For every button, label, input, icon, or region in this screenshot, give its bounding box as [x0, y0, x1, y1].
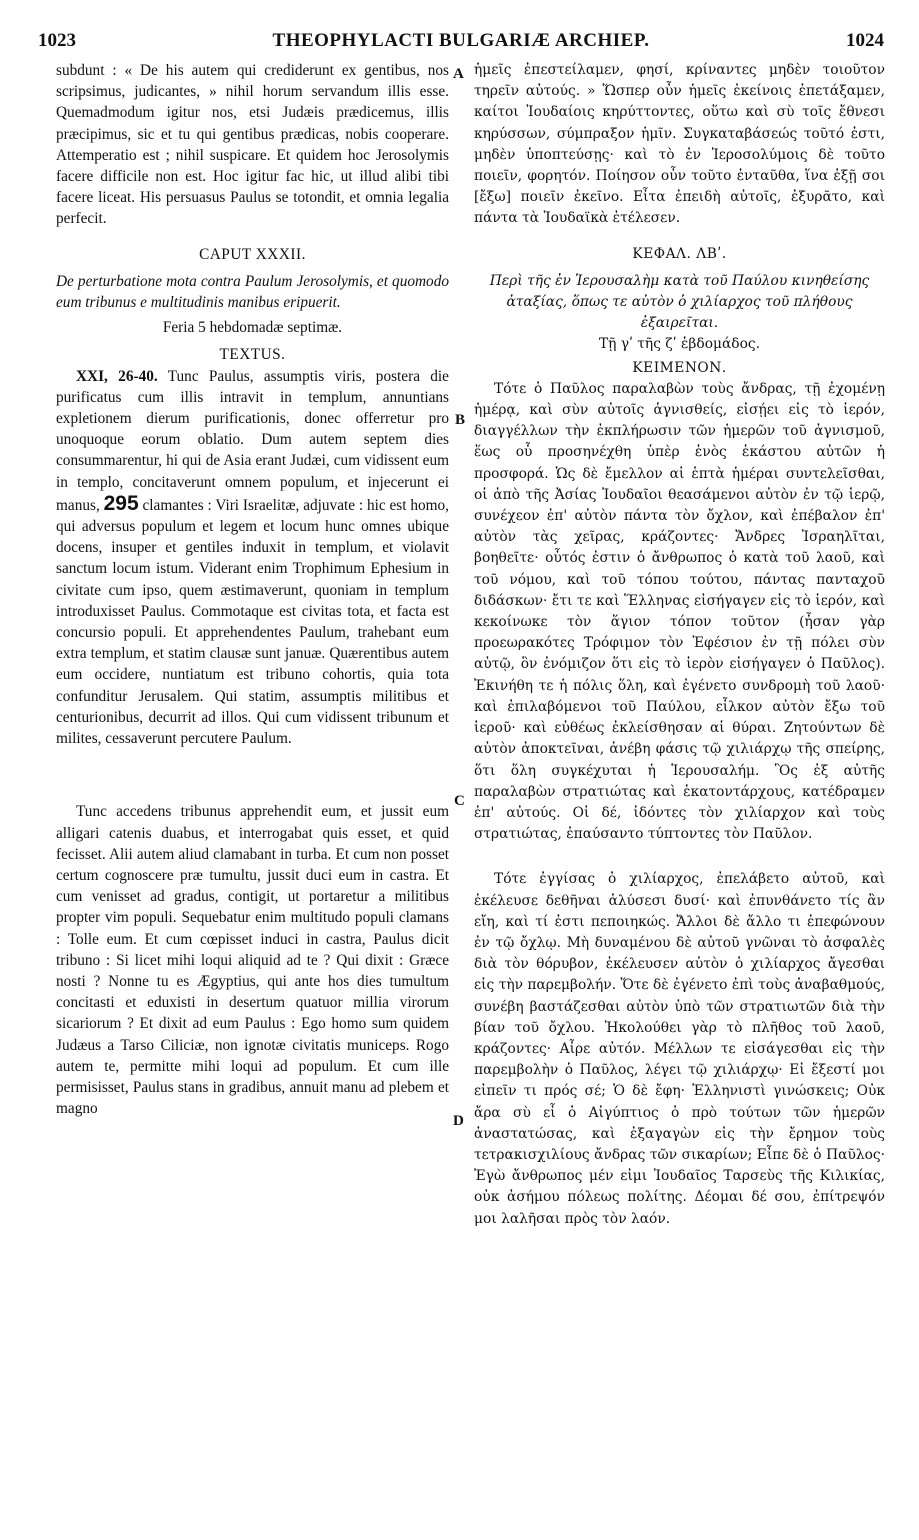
greek-keimenon-heading: ΚΕΙΜΕΝΟΝ.	[632, 359, 727, 376]
greek-intro-paragraph: ἡμεῖς ἐπεστείλαμεν, φησί, κρίναντες μηδὲν τοιοῦτον τηρεῖν αὐτούς. » Ὥσπερ οὖν ἡμεῖς ἐκείνοις ἐπετάξαμεν, καίτοι Ἰουδαίοις κηρύττοντες, οὕτω καὶ σὺ τοῖς ἔθνεσι κηρύσσων, σύμπραξον ἡμῖν. Συγκαταβάσεώς τοῦτό ἐστι, μηδὲν ὑποπτεύσῃς· καὶ τὸ ἐν Ἱεροσολύμοις δὲ τοῦτο ποιεῖν, φορητόν. Ποίησον οὖν τοῦτο ἐνταῦθα, ἵνα ἐξῇ σοι [ἔξω] ποιεῖν ἐκεῖνο. Εἶτα ἐπειδὴ αὐτοῖς, ἐξυρᾶτο, καὶ πάντα τὰ Ἰουδαϊκὰ ἐτέλεσεν.	[474, 62, 885, 227]
greek-column	[474, 60, 885, 1230]
greek-text-paragraph-1: Τότε ὁ Παῦλος παραλαβὼν τοὺς ἄνδρας, τῇ ἐχομένῃ ἡμέρᾳ, καὶ σὺν αὐτοῖς ἁγνισθείς, εἰσῄει εἰς τὸ ἱερόν, διαγγέλλων τὴν ἐκπλήρωσιν τῶν ἡμερῶν τοῦ ἁγνισμοῦ, ἕως οὗ προσηνέχθη ὑπὲρ ἑνὸς ἑκάστου αὐτῶν ἡ προσφορά. Ὡς δὲ ἔμελλον αἱ ἑπτὰ ἡμέραι συντελεῖσθαι, οἱ ἀπὸ τῆς Ἀσίας Ἰουδαῖοι θεασάμενοι αὐτὸν ἐν τῷ ἱερῷ, συνέχεον ἐπ' αὐτὸν πάντα τὸν ὄχλον, καὶ ἐπέβαλον ἐπ' αὐτὸν τὰς χεῖρας, κράζοντες· Ἄνδρες Ἰσραηλῖται, βοηθεῖτε· οὗτός ἐστιν ὁ ἄνθρωπος ὁ κατὰ τοῦ λαοῦ, καὶ τοῦ νόμου, καὶ τοῦ τόπου τούτου, πάντας πανταχοῦ διδάσκων· ἔτι τε καὶ Ἕλληνας εἰσήγαγεν εἰς τὸ ἱερόν, καὶ κεκοίνωκε τὸν ἅγιον τόπον τοῦτον (ἦσαν γὰρ προεωρακότες Τρόφιμον τὸν Ἐφέσιον ἐν τῇ πόλει σὺν αὐτῷ, ὃν ἐνόμιζον ὅτι εἰς τὸ ἱερὸν εἰσήγαγεν ὁ Παῦλος). Ἐκινήθη τε ἡ πόλις ὅλη, καὶ ἐγένετο συνδρομὴ τοῦ λαοῦ· καὶ ἐπιλαβόμενοι τοῦ Παύλου, εἷλκον αὐτὸν ἔξω τοῦ ἱεροῦ· καὶ εὐθέως ἐκλείσθησαν αἱ θύραι. Ζητούντων δὲ αὐτὸν ἀποκτεῖναι, ἀνέβη φάσις τῷ χιλιάρχῳ τῆς σπείρης, ὅτι ὅλη συγκέχυται ἡ Ἱερουσαλήμ. Ὃς ἐξ αὐτῆς παραλαβὼν στρατιώτας καὶ ἑκατοντάρχους, κατέδραμεν ἐπ' αὐτούς. Οἱ δέ, ἰδόντες τὸν χιλίαρχον καὶ τοὺς στρατιώτας, ἐπαύσαντο τύπτοντες τὸν Παῦλον.	[474, 380, 885, 843]
section-mark-d: D	[453, 1113, 464, 1129]
section-mark-c: C	[454, 793, 465, 809]
greek-day-line: Τῇ γʹ τῆς ζʹ ἑβδομάδος.	[598, 336, 761, 353]
latin-feria-line: Feria 5 hebdomadæ septimæ.	[162, 319, 343, 337]
page-marker: 295	[103, 491, 139, 515]
column-gap	[474, 845, 885, 869]
page-header	[38, 30, 884, 56]
greek-chapter-title: Περὶ τῆς ἐν Ἱερουσαλὴμ κατὰ τοῦ Παύλου κινηθείσης ἀταξίας, ὅπως τε αὐτὸν ὁ χιλίαρχος τοῦ πλήθους ἐξαιρεῖται.	[489, 272, 870, 332]
latin-chapter-heading: CAPUT XXXII.	[199, 245, 306, 263]
latin-text-part-a: Tunc Paulus, assumptis viris, postera die purificatus cum illis intravit in templum, annuntians expletionem dierum purificationis, donec offerretur pro unoquoque eorum oblatio. Dum autem septem dies consummarentur, hi qui de Asia erant Judæi, cum vidissent eum in templo, concitaverunt omnem populum, et injecerunt ei manus,	[56, 367, 449, 514]
latin-verse-reference: XXI, 26-40.	[76, 367, 158, 385]
latin-text-paragraph-1	[56, 366, 449, 750]
latin-text-part-b: clamantes : Viri Israelitæ, adjuvate : hic est homo, qui adversus populum et legem et locum hunc omnes ubique docens, insuper et gentiles induxit in templum, et violavit sanctum locum istum. Viderant enim Trophimum Ephesium in civitate cum ipso, quem æstimaverunt, quoniam in templum introduxisset Paulus. Commotaque est civitas tota, et facta est concursio populi. Et apprehendentes Paulum, trahebant eum extra templum, et statim clausæ sunt januæ. Quærentibus autem eum occidere, nuntiatum est tribuno cohortis, quia tota confunditur Jerusalem. Qui statim, assumptis militibus et centurionibus, decurrit ad illos. Qui cum vidissent tribunum et milites, cessaverunt percutere Paulum.	[56, 496, 449, 748]
page-number-right: 1024	[846, 30, 884, 51]
latin-chapter-title: De perturbatione mota contra Paulum Jerosolymis, et quomodo eum tribunus e multitudinis manibus eripuerit.	[56, 272, 449, 312]
latin-column	[56, 60, 449, 1119]
greek-text-paragraph-2: Τότε ἐγγίσας ὁ χιλίαρχος, ἐπελάβετο αὐτοῦ, καὶ ἐκέλευσε δεθῆναι ἁλύσεσι δυσί· καὶ ἐπυνθάνετο τίς ἂν εἴη, καὶ τί ἐστι πεποιηκώς. Ἄλλοι δὲ ἄλλο τι ἐπεφώνουν ἐν τῷ ὄχλῳ. Μὴ δυναμένου δὲ αὐτοῦ γνῶναι τὸ ἀσφαλὲς διὰ τὸν θόρυβον, ἐκέλευσεν αὐτὸν ὁ χιλίαρχος ἄγεσθαι εἰς τὴν παρεμβολήν. Ὅτε δὲ ἐγένετο ἐπὶ τοὺς ἀναβαθμούς, συνέβη βαστάζεσθαι αὐτὸν ὑπὸ τῶν στρατιωτῶν διὰ τὴν βίαν τοῦ ὄχλου. Ἠκολούθει γὰρ τὸ πλῆθος τοῦ λαοῦ, κράζοντες· Αἶρε αὐτόν. Μέλλων τε εἰσάγεσθαι εἰς τὴν παρεμβολὴν ὁ Παῦλος, λέγει τῷ χιλιάρχῳ· Εἰ ἔξεστί μοι εἰπεῖν τι πρός σέ; Ὁ δὲ ἔφη· Ἑλληνιστὶ γινώσκεις; Οὐκ ἄρα σὺ εἶ ὁ Αἰγύπτιος ὁ πρὸ τούτων τῶν ἡμερῶν ἀναστατώσας, καὶ ἐξαγαγὼν εἰς τὴν ἔρημον τοὺς τετρακισχιλίους ἄνδρας τῶν σικαρίων; Εἶπε δὲ ὁ Παῦλος· Ἐγὼ ἄνθρωπος μέν εἰμι Ἰουδαῖος Ταρσεὺς τῆς Κιλικίας, οὐκ ἀσήμου πόλεως πολίτης. Δέομαι δέ σου, ἐπίτρεψόν μοι λαλῆσαι πρὸς τὸν λαόν.	[474, 871, 885, 1227]
section-mark-b: B	[455, 412, 466, 428]
section-mark-a: A	[453, 66, 464, 82]
running-title: THEOPHYLACTI BULGARIÆ ARCHIEP.	[272, 30, 650, 51]
greek-chapter-heading: ΚΕΦΑΛ. ΛΒʹ.	[632, 245, 727, 262]
column-gap	[56, 749, 449, 801]
latin-text-paragraph-2: Tunc accedens tribunus apprehendit eum, et jussit eum alligari catenis duabus, et interrogabat quis esset, et quid fecisset. Alii autem aliud clamabant in turba. Et cum non posset certum cognoscere præ tumultu, jussit duci eum in castra. Et cum venisset ad gradus, contigit, ut portaretur a militibus propter vim populi. Sequebatur enim multitudo populi clamans : Tolle eum. Et cum cœpisset induci in castra, Paulus dicit tribuno : Si licet mihi loqui aliquid ad te ? Qui dixit : Græce nosti ? Nonne tu es Ægyptius, qui ante hos dies tumultum concitasti et eduxisti in desertum quatuor millia virorum sicariorum ? Et dixit ad eum Paulus : Ego homo sum quidem Judæus a Tarso Ciliciæ, non ignotæ civitatis municeps. Rogo autem te, permitte mihi loqui ad populum. Et cum ille permisisset, Paulus stans in gradibus, annuit manu ad plebem et magno	[56, 803, 449, 1118]
latin-textus-heading: TEXTUS.	[219, 346, 286, 364]
latin-intro-paragraph: subdunt : « De his autem qui crediderunt ex gentibus, nos scripsimus, judicantes, » nihil horum servandum illis esse. Quemadmodum igitur nos, etsi Judæis prædicemus, illis præcipimus, sic et tu qui gentibus prædicas, nobis cooperare. Attemperatio est ; nihil suspicare. Et quidem hoc Jerosolymis facere difficile non est. Hoc igitur fac hic, ut illud alibi tibi facere liceat. His persuasus Paulus se totondit, et omnia legalia perfecit.	[56, 62, 449, 228]
page-number-left: 1023	[38, 30, 76, 51]
